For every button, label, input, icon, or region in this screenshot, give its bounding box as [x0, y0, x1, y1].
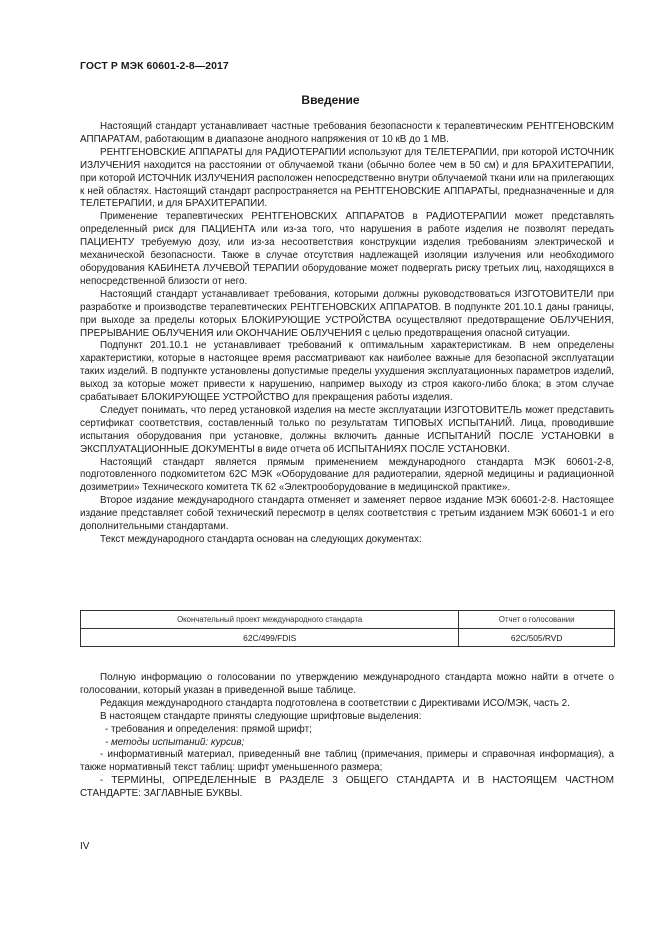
voting-table [80, 610, 615, 647]
paragraph-requirements: Настоящий стандарт устанавливает требования, которыми должны руководствоваться ИЗГОТОВИТЕЛИ при разработке и производстве терапевтических РЕНТГЕНОВСКИХ АППАРАТОВ. В подпункте 201.10.1 даны границы, при выходе за пределы которых БЛОКИРУЮЩИЕ УСТРОЙСТВА осуществляют предотвращение ОБЛУЧЕНИЯ, ПРЕРЫВАНИЕ ОБЛУЧЕНИЯ или ОКОНЧАНИЕ ОБЛУЧЕНИЯ с целью предотвращения опасной ситуации. [80, 288, 614, 339]
paragraph-subclause: Подпункт 201.10.1 не устанавливает требований к оптимальным характеристикам. В нем определены характеристики, которые в настоящее время рассматривают как наиболее важные для безопасной эксплуатации таких изделий. В подпункте установлены допустимые пределы ухудшения эксплуатационных параметров изделий, выход за которые может привести к нарушению, например выходу из строя какого-либо блока; в этом случае срабатывает БЛОКИРУЮЩЕЕ УСТРОЙСТВО для прекращения работы изделия. [80, 340, 614, 404]
page-number: IV [80, 841, 90, 852]
list-item-requirements: - требования и определения: прямой шрифт; [105, 723, 312, 735]
document-header: ГОСТ Р МЭК 60601-2-8—2017 [80, 61, 229, 72]
paragraph-second-edition: Второе издание международного стандарта отменяет и заменяет первое издание МЭК 60601-2-8. Настоящее издание представляет собой технический пересмотр в целях соответствия с третьим изданием МЭК 60601-1 и его дополнительными стандартами. [80, 495, 614, 533]
list-item-test-methods: - методы испытаний: курсив; [105, 736, 245, 748]
paragraph-directives: Редакция международного стандарта подготовлена в соответствии с Директивами ИСО/МЭК, часть 2. [100, 697, 570, 709]
table-header-row [81, 611, 615, 629]
table-header-fdis: Окончательный проект международного стандарта [81, 611, 459, 629]
after-table-text [80, 672, 614, 801]
introduction-body [80, 121, 614, 547]
table-row [81, 629, 615, 647]
paragraph-teletherapy: РЕНТГЕНОВСКИЕ АППАРАТЫ для РАДИОТЕРАПИИ используют для ТЕЛЕТЕРАПИИ, при которой ИСТОЧНИК ИЗЛУЧЕНИЯ находится на расстоянии от облучаемой ткани (обычно более чем в 50 см) и для БРАХИТЕРАПИИ, при которой ИСТОЧНИК ИЗЛУЧЕНИЯ расположен непосредственно внутри облучаемой ткани или на прилегающих к ней областях. Настоящий стандарт распространяется на РЕНТГЕНОВСКИЕ АППАРАТЫ, предназначенные и для ТЕЛЕТЕРАПИИ, и для БРАХИТЕРАПИИ. [80, 146, 614, 210]
paragraph-direct-application: Настоящий стандарт является прямым применением международного стандарта МЭК 60601-2-8, подготовленного подкомитетом 62С МЭК «Оборудование для радиотерапии, ядерной медицины и радиационной дозиметрии» Технического комитета ТК 62 «Электрооборудование в медицинской практике». [80, 456, 614, 494]
list-item-terms: - ТЕРМИНЫ, ОПРЕДЕЛЕННЫЕ В РАЗДЕЛЕ 3 ОБЩЕГО СТАНДАРТА И В НАСТОЯЩЕМ ЧАСТНОМ СТАНДАРТЕ: ЗАГЛАВНЫЕ БУКВЫ. [80, 775, 614, 800]
paragraph-voting-info: Полную информацию о голосовании по утверждению международного стандарта можно найти в отчете о голосовании, который указан в приведенной выше таблице. [80, 672, 614, 696]
paragraph-based-on: Текст международного стандарта основан на следующих документах: [100, 534, 422, 545]
list-item-informative: - информативный материал, приведенный вне таблиц (примечания, примеры и справочная информация), а также нормативный текст таблиц: шрифт уменьшенного размера; [80, 749, 614, 774]
paragraph-risk: Применение терапевтических РЕНТГЕНОВСКИХ АППАРАТОВ в РАДИОТЕРАПИИ может представлять определенный риск для ПАЦИЕНТА или из-за того, что нарушения в работе изделия не позволят передать ПАЦИЕНТУ требуемую дозу, или из-за несоответствия конструкции изделия требованиям электрической и механической безопасности. Также в случае отсутствия надлежащей изоляции излучения или необходимого оборудования КАБИНЕТА ЛУЧЕВОЙ ТЕРАПИИ оборудование может подвергать риску третьих лиц, находящихся в непосредственной близости от него. [80, 211, 614, 287]
paragraph-certificate: Следует понимать, что перед установкой изделия на месте эксплуатации ИЗГОТОВИТЕЛЬ может представить сертификат соответствия, составленный только по результатам ТИПОВЫХ ИСПЫТАНИЙ. Лица, проводившие испытания оборудования при установке, должны включить данные ИСПЫТАНИЙ ПОСЛЕ УСТАНОВКИ в ЭКСПЛУАТАЦИОННЫЕ ДОКУМЕНТЫ в виде отчета об ИСПЫТАНИЯХ ПОСЛЕ УСТАНОВКИ. [80, 404, 614, 455]
paragraph-scope: Настоящий стандарт устанавливает частные требования безопасности к терапевтическим РЕНТГЕНОВСКИМ АППАРАТАМ, работающим в диапазоне анодного напряжения от 10 кВ до 1 МВ. [80, 121, 614, 145]
paragraph-fonts-intro: В настоящем стандарте приняты следующие шрифтовые выделения: [100, 710, 422, 722]
section-title: Введение [301, 93, 360, 107]
table-header-rvd: Отчет о голосовании [459, 611, 615, 629]
table-cell-rvd: 62C/505/RVD [459, 629, 615, 647]
table-cell-fdis: 62C/499/FDIS [81, 629, 459, 647]
